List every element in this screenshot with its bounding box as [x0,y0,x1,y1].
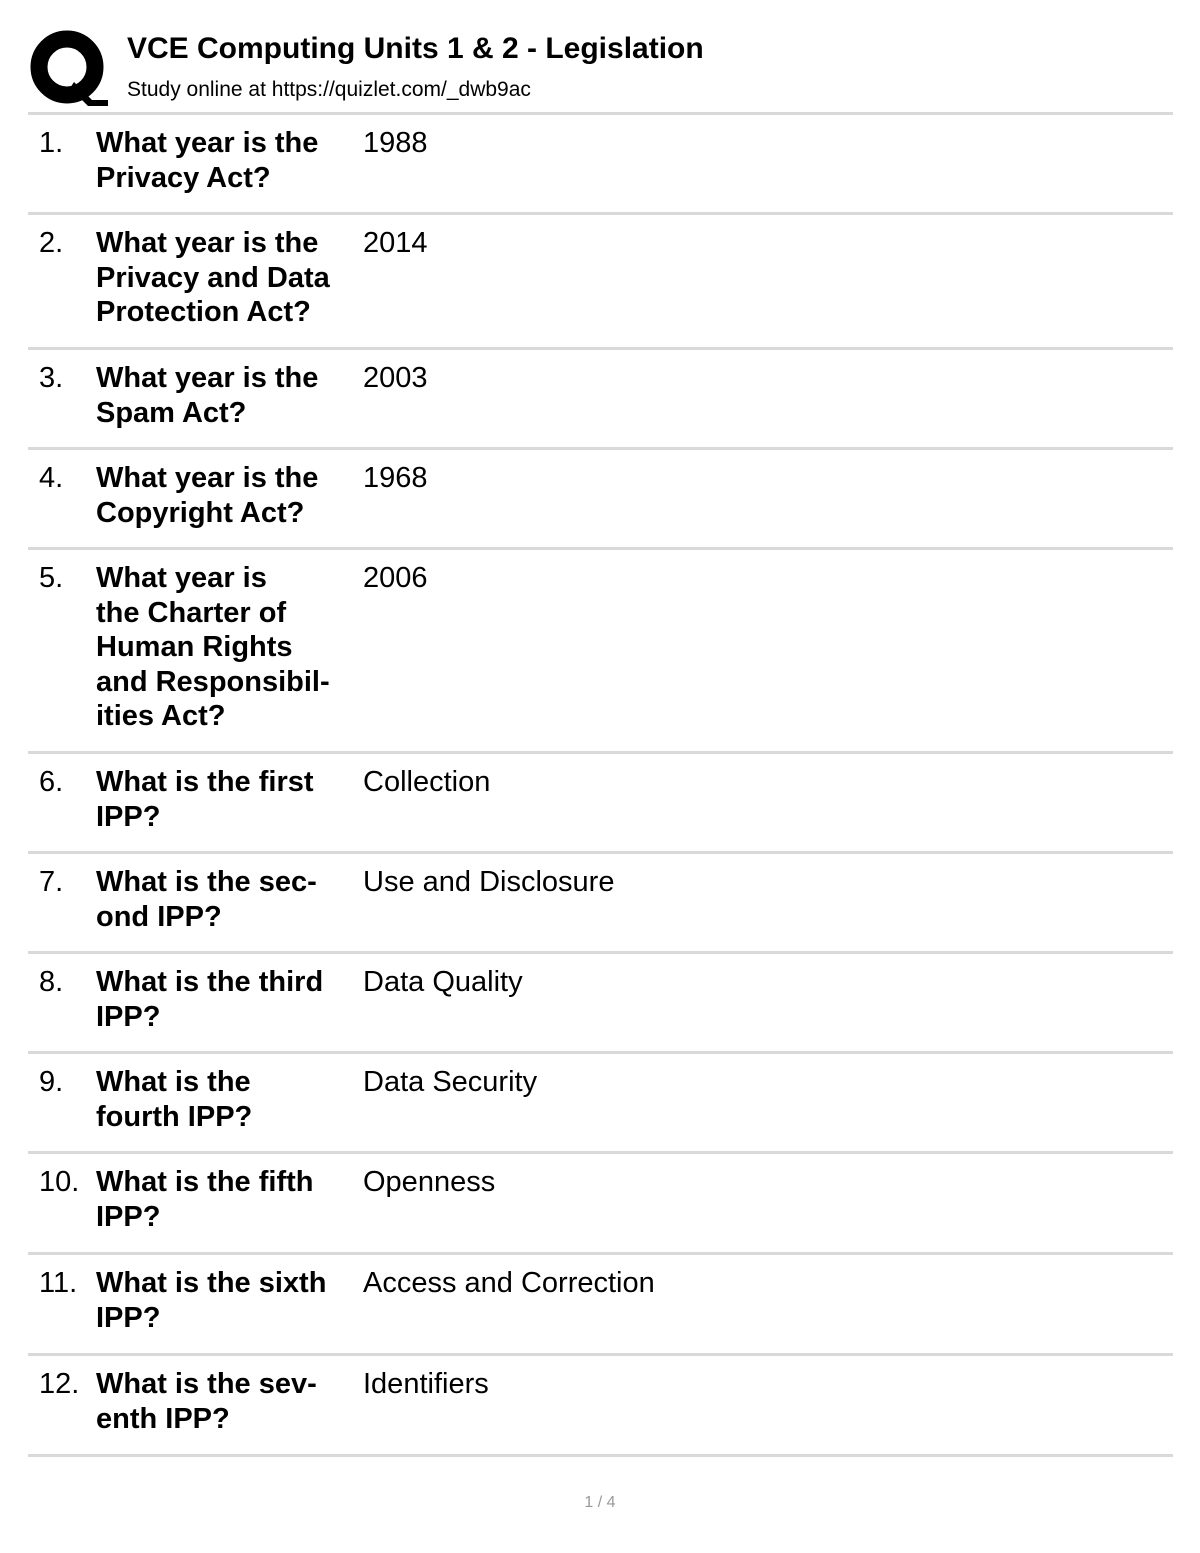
card-number: 1. [39,127,64,159]
card-number: 11. [39,1267,78,1299]
card-number: 4. [39,462,64,494]
card-answer: 1988 [363,127,428,159]
flashcard-row [28,550,1173,754]
card-question: What year is the Copyright Act? [96,462,319,529]
flashcard-row [28,1255,1173,1356]
card-answer: Access and Correction [363,1267,655,1299]
page-subtitle: Study online at https://quizlet.com/_dwb9ac [127,78,531,101]
card-question: What is the fifth IPP? [96,1166,314,1233]
card-question: What is the first IPP? [96,766,314,833]
card-answer: Openness [363,1166,496,1198]
card-question: What is the sixth IPP? [96,1267,327,1334]
card-answer: Data Quality [363,966,523,998]
page-title: VCE Computing Units 1 & 2 - Legislation [127,32,704,65]
page-number: 1 / 4 [584,1494,616,1511]
flashcard-row [28,1356,1173,1457]
flashcard-row [28,115,1173,215]
card-question: What is the sec- ond IPP? [96,866,317,933]
card-answer: Use and Disclosure [363,866,615,898]
flashcard-row [28,350,1173,450]
card-question: What is the sev- enth IPP? [96,1368,317,1435]
card-number: 8. [39,966,64,998]
flashcard-row [28,854,1173,954]
card-answer: 2003 [363,362,428,394]
card-number: 5. [39,562,64,594]
card-number: 9. [39,1066,64,1098]
card-answer: Identifiers [363,1368,489,1400]
card-question: What year is the Privacy and Data Protection Act? [96,227,330,328]
card-answer: Data Security [363,1066,538,1098]
card-number: 6. [39,766,64,798]
flashcard-row [28,954,1173,1054]
page-header [28,28,1173,112]
card-answer: 1968 [363,462,428,494]
card-answer: Collection [363,766,491,798]
flashcard-list [28,115,1173,1457]
card-number: 7. [39,866,64,898]
card-number: 12. [39,1368,80,1400]
flashcard-row [28,1154,1173,1255]
card-question: What is the third IPP? [96,966,324,1033]
flashcard-row [28,450,1173,550]
flashcard-row [28,1054,1173,1154]
card-number: 2. [39,227,64,259]
card-number: 10. [39,1166,80,1198]
card-number: 3. [39,362,64,394]
flashcard-row [28,754,1173,854]
flashcard-row [28,215,1173,350]
card-question: What is the fourth IPP? [96,1066,253,1133]
card-answer: 2006 [363,562,428,594]
card-question: What year is the Charter of Human Rights and Responsibil- ities Act? [96,562,330,732]
card-question: What year is the Spam Act? [96,362,319,429]
card-question: What year is the Privacy Act? [96,127,319,194]
quizlet-q-logo [30,30,108,108]
card-answer: 2014 [363,227,428,259]
